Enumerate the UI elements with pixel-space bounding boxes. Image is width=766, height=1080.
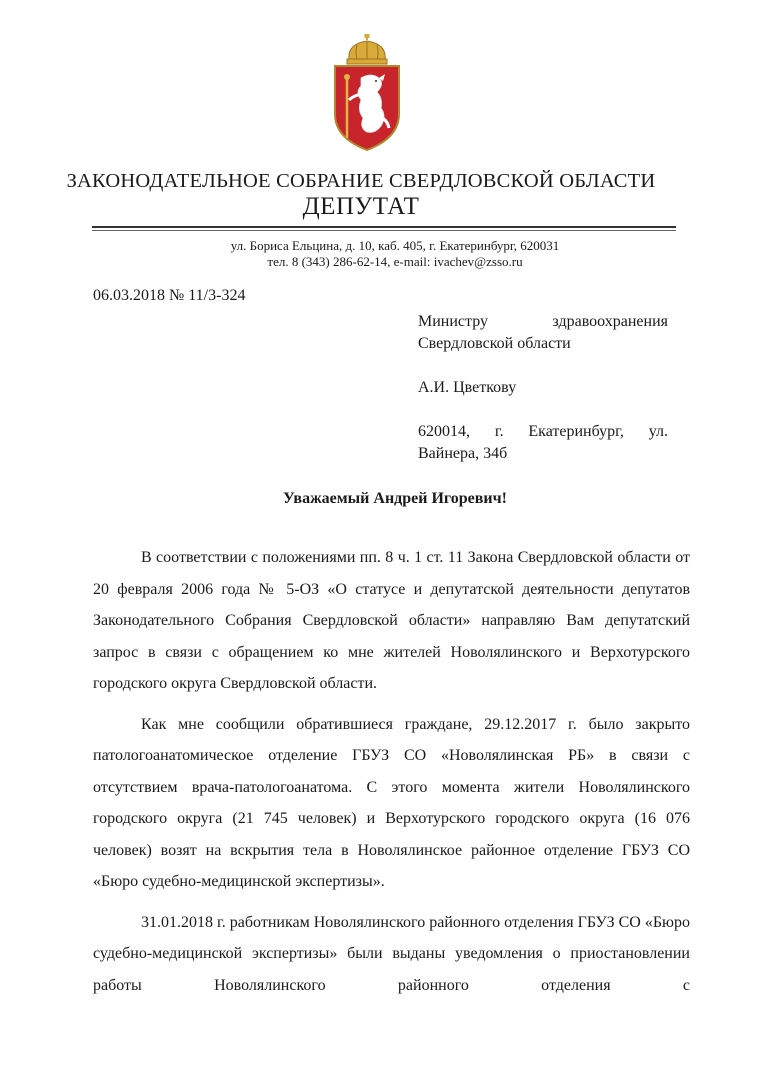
header-divider: [92, 226, 676, 228]
address-line: ул. Бориса Ельцина, д. 10, каб. 405, г. Екатеринбург, 620031: [230, 238, 560, 253]
header-divider-thin: [92, 230, 676, 231]
organization-title: ЗАКОНОДАТЕЛЬНОЕ СОБРАНИЕ СВЕРДЛОВСКОЙ ОБЛАСТИ: [66, 170, 656, 192]
body-paragraph: В соответствии с положениями пп. 8 ч. 1 ст. 11 Закона Свердловской области от 20 февраля 2006 года № 5-ОЗ «О статусе и депутатской деятельности депутатов Законодательного Собрания Свердловской области» направляю Вам депутатский запрос в связи с обращением ко мне жителей Новолялинского и Верхотурского городского округа Свердловской области.: [93, 549, 690, 692]
recipient-title: Министру здравоохранения: [418, 313, 668, 330]
recipient-address-line1: 620014, г. Екатеринбург, ул.: [418, 423, 668, 440]
recipient-region: Свердловской области: [418, 335, 571, 352]
contact-line: тел. 8 (343) 286-62-14, e-mail: ivachev@zsso.ru: [267, 254, 523, 269]
body-paragraph: 31.01.2018 г. работникам Новолялинского районного отделения ГБУЗ СО «Бюро судебно-медицинской экспертизы» были выданы уведомления о приостановлении работы Новолялинского районного отделения с: [93, 913, 690, 994]
organization-subtitle: ДЕПУТАТ: [302, 193, 420, 220]
body-paragraph: Как мне сообщили обратившиеся граждане, 29.12.2017 г. было закрыто патологоанатомическое отделение ГБУЗ СО «Новолялинская РБ» в связи с отсутствием врача-патологоанатома. С этого момента жители Новолялинского городского округа (21 745 человек) и Верхотурского городского округа (16 076 человек) возят на вскрытия тела в Новолялинское районное отделение ГБУЗ СО «Бюро судебно-медицинской экспертизы».: [93, 715, 690, 890]
coat-of-arms-emblem: [331, 34, 403, 154]
recipient-address-line2: Вайнера, 34б: [418, 445, 508, 462]
sender-address: [100, 238, 690, 270]
document-reference: 06.03.2018 № 11/3-324: [93, 287, 246, 304]
salutation: Уважаемый Андрей Игоревич!: [283, 490, 507, 507]
recipient-name: А.И. Цветкову: [418, 379, 517, 396]
letter-body: [93, 542, 690, 1010]
crown-icon: [347, 34, 387, 64]
recipient-block: [418, 311, 668, 487]
